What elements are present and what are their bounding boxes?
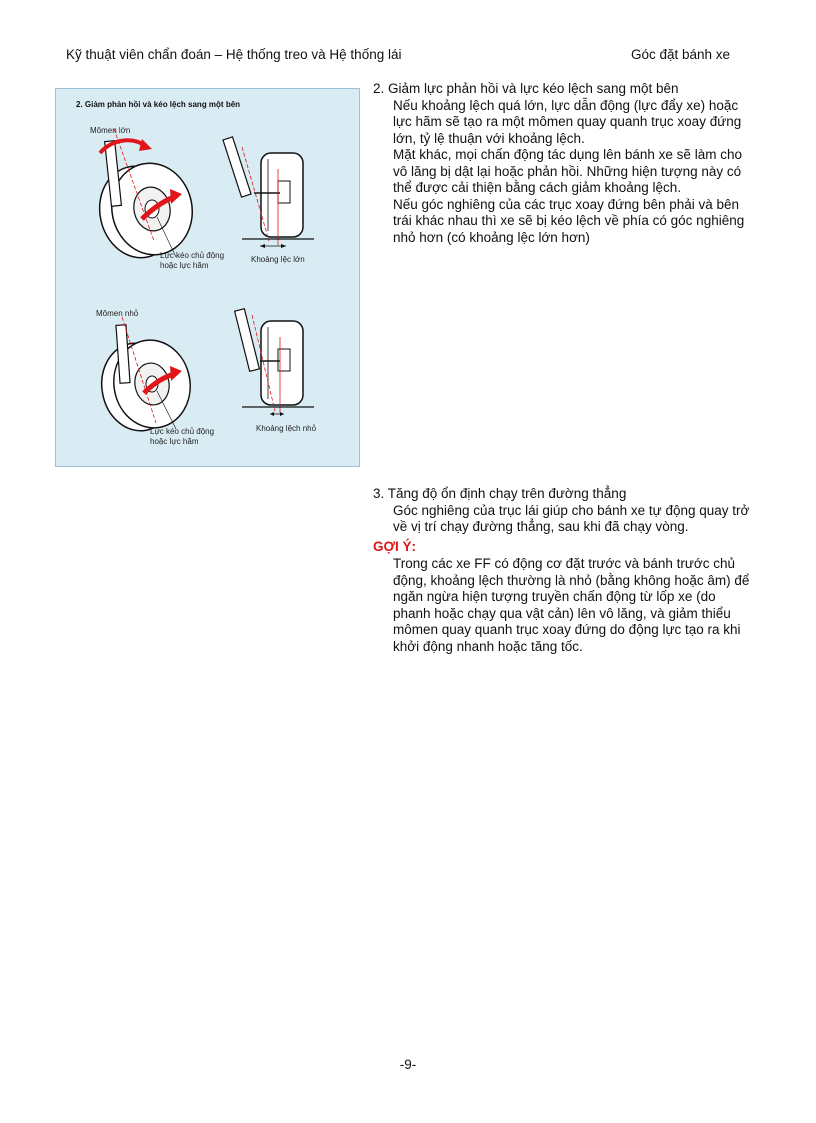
section-2-paragraph-1: Nếu khoảng lệch quá lớn, lực dẫn động (lực đẩy xe) hoặc lực hãm sẽ tạo ra một mômen quay quanh trục xoay đứng lớn, tỷ lệ thuận với khoảng lệch.	[393, 97, 742, 146]
section-3	[373, 486, 753, 655]
top-front-view-illustration	[223, 137, 314, 248]
hint-label: GỢI Ý:	[373, 538, 417, 554]
section-2-paragraph-3: Nếu góc nghiêng của các trục xoay đứng bên phải và bên trái khác nhau thì xe sẽ bị kéo lệch về phía có góc nghiêng nhỏ hơn (có khoảng lệc lớn hơn)	[393, 196, 745, 245]
section-2	[373, 81, 753, 246]
figure-title: 2. Giảm phản hồi và kéo lệch sang một bên	[76, 100, 241, 109]
bottom-wheel-illustration	[95, 317, 197, 437]
bottom-offset-label: Khoảng lệch nhỏ	[256, 424, 317, 433]
bottom-front-view-illustration	[235, 309, 314, 416]
section-3-heading: 3. Tăng độ ổn định chạy trên đường thẳng	[373, 486, 627, 501]
top-force-label: Lực kéo chủ động hoặc lực hãm	[160, 251, 225, 270]
section-2-heading: 2. Giảm lực phản hồi và lực kéo lệch sang một bên	[373, 81, 679, 96]
bottom-moment-label: Mômen nhỏ	[96, 309, 139, 318]
header-right-title: Góc đặt bánh xe	[631, 47, 731, 62]
figure-drawing	[56, 89, 359, 466]
section-3-paragraph: Góc nghiêng của trục lái giúp cho bánh xe tự động quay trở về vị trí chạy đường thẳng, sau khi đã chạy vòng.	[393, 502, 750, 534]
top-offset-label: Khoảng lệc lớn	[251, 255, 305, 264]
bottom-force-label: Lực kéo chủ động hoặc lực hãm	[150, 427, 215, 446]
page-number: -9-	[399, 1057, 417, 1072]
steering-offset-figure	[55, 88, 360, 467]
top-wheel-illustration	[91, 129, 200, 265]
header-left-title: Kỹ thuật viên chẩn đoán – Hệ thống treo và Hệ thống lái	[66, 47, 402, 62]
top-moment-label: Mômen lớn	[90, 126, 131, 135]
hint-text: Trong các xe FF có động cơ đặt trước và bánh trước chủ động, khoảng lệch thường là nhỏ (bằng không hoặc âm) để ngăn ngừa hiện tượng truyền chấn động từ lốp xe (do phanh hoặc chạy qua vật cản) lên vô lăng, và giảm thiểu mômen quay quanh trục xoay đứng do động lực tạo ra khi khởi động nhanh hoặc tăng tốc.	[393, 556, 750, 654]
section-2-paragraph-2: Mặt khác, mọi chấn động tác dụng lên bánh xe sẽ làm cho vô lăng bị dật lại hoặc phản hồi. Những hiện tượng này có thể được cải thiện bằng cách giảm khoảng lệch.	[393, 147, 742, 195]
